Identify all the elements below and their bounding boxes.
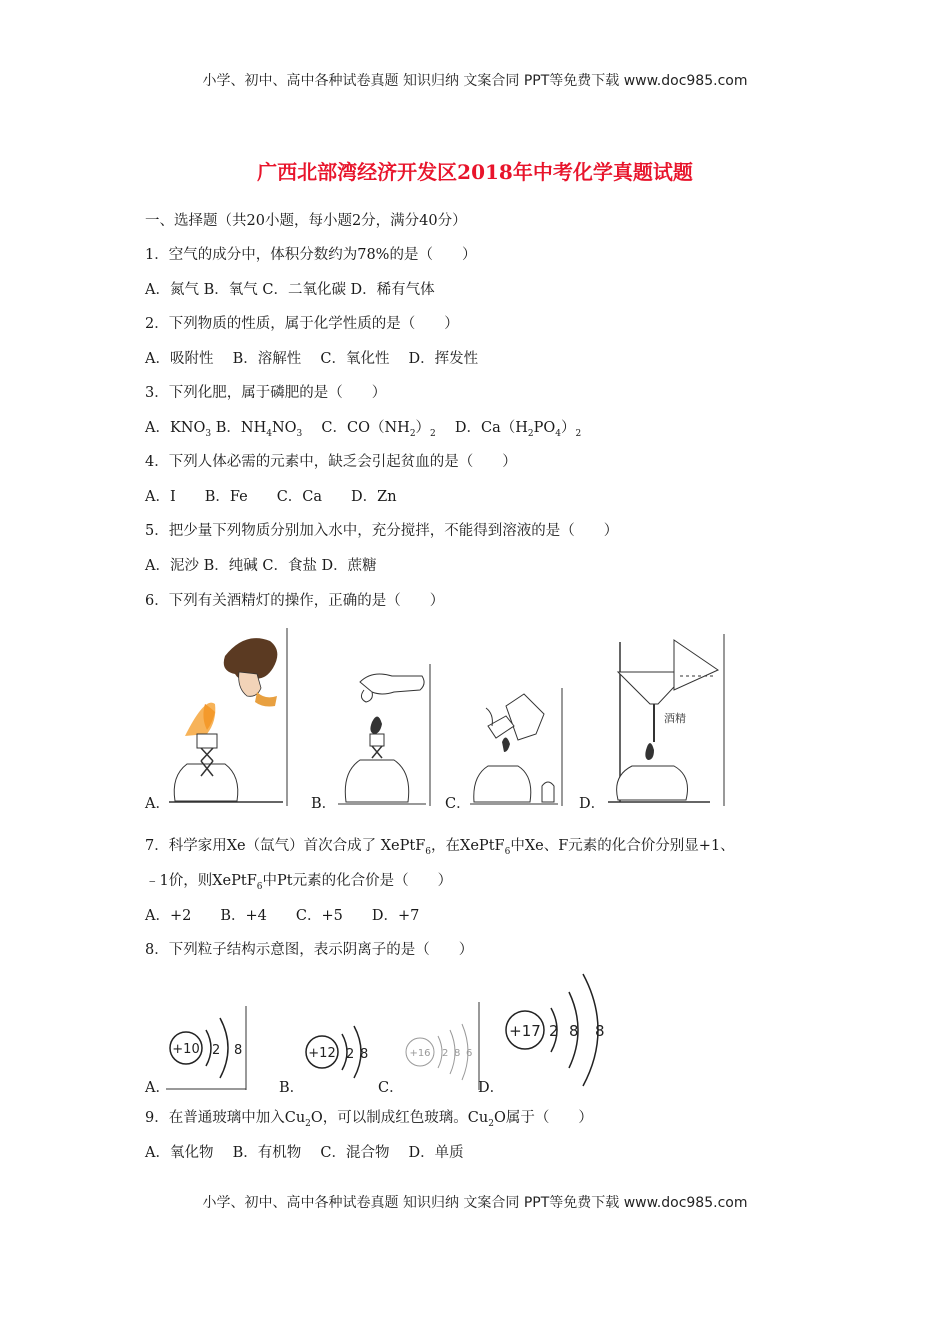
q8-a-shell-2: 8 — [234, 1043, 243, 1058]
q4-stem: 4．下列人体必需的元素中，缺乏会引起贫血的是（ ） — [145, 454, 517, 470]
q5-stem: 5．把少量下列物质分别加入水中，充分搅拌，不能得到溶液的是（ ） — [145, 523, 619, 539]
q8-c-nucleus: +16 — [409, 1048, 431, 1059]
q3-stem: 3．下列化肥，属于磷肥的是（ ） — [145, 385, 387, 401]
q9-stem: 9．在普通玻璃中加入$Cu_2O$，可以制成红色玻璃。$Cu_2O$属于（ ） — [145, 1110, 593, 1129]
page-header: 小学、初中、高中各种试卷真题 知识归纳 文案合同 PPT等免费下载 www.doc985.com — [202, 73, 748, 89]
q6-label-b: B． — [311, 796, 337, 812]
q1-options: A．氮气 B．氧气 C．二氧化碳 D．稀有气体 — [145, 282, 435, 298]
q8-label-c: C． — [378, 1080, 404, 1096]
q8-c-shell-1: 2 — [442, 1048, 449, 1059]
q8-c-shell-2: 8 — [454, 1048, 461, 1059]
q5-options: A．泥沙 B．纯碱 C．食盐 D．蔗糖 — [145, 558, 377, 574]
q6-stem: 6．下列有关酒精灯的操作，正确的是（ ） — [145, 593, 445, 609]
q8-b-nucleus: +12 — [308, 1046, 336, 1061]
q8-diagram-d — [495, 970, 615, 1092]
q8-a-nucleus: +10 — [172, 1042, 200, 1057]
q8-b-shell-2: 8 — [360, 1047, 369, 1062]
q6-figure-b-cap-lamp — [332, 662, 432, 808]
q6-label-a: A． — [145, 796, 170, 812]
q7-stem-line2: ﹣1价，则XePtF$_6$中Pt元素的化合价是（ ） — [145, 873, 453, 892]
q8-label-d: D． — [478, 1080, 505, 1096]
q1-stem: 1．空气的成分中，体积分数约为78%的是（ ） — [145, 247, 477, 263]
q8-d-shell-2: 8 — [569, 1022, 579, 1040]
page-footer: 小学、初中、高中各种试卷真题 知识归纳 文案合同 PPT等免费下载 www.doc985.com — [202, 1195, 748, 1211]
q4-options: A．I B．Fe C．Ca D．Zn — [145, 489, 397, 505]
q8-c-shell-3: 6 — [466, 1048, 473, 1059]
q6-label-d: D． — [579, 796, 606, 812]
page-title: 广西北部湾经济开发区2018年中考化学真题试题 — [257, 160, 693, 184]
q2-stem: 2．下列物质的性质，属于化学性质的是（ ） — [145, 316, 459, 332]
q8-label-a: A． — [145, 1080, 170, 1096]
q8-label-b: B． — [279, 1080, 305, 1096]
section-heading: 一、选择题（共20小题，每小题2分，满分40分） — [145, 213, 467, 229]
q8-d-nucleus: +17 — [509, 1022, 541, 1040]
q8-diagram-b — [298, 1020, 380, 1084]
q6-label-c: C． — [445, 796, 471, 812]
q6-figure-c-pouring-alcohol — [466, 686, 566, 808]
q7-stem-line1: 7．科学家用Xe（氙气）首次合成了 XePtF$_6$，在XePtF$_6$中Xe、F元素的化合价分别显+1、 — [145, 838, 735, 857]
q8-a-shell-1: 2 — [212, 1043, 221, 1058]
q6-figure-d-label: 酒精 — [664, 712, 686, 725]
q6-figure-a-blowing-out-lamp — [165, 626, 290, 808]
q8-stem: 8．下列粒子结构示意图，表示阴离子的是（ ） — [145, 942, 474, 958]
q9-options: A．氧化物 B．有机物 C．混合物 D．单质 — [145, 1145, 464, 1161]
q8-diagram-c — [400, 1022, 482, 1084]
q8-d-shell-1: 2 — [549, 1022, 559, 1040]
q8-diagram-a — [162, 1000, 250, 1092]
q8-b-shell-1: 2 — [346, 1047, 355, 1062]
q7-options: A．+2 B．+4 C．+5 D．+7 — [145, 908, 420, 924]
q3-options: A．$KNO_3$ B．$NH_4NO_3$ C．$CO(NH_2)_2$ D．$Ca(H_2PO_4)_2$ — [145, 420, 582, 439]
q2-options: A．吸附性 B．溶解性 C．氧化性 D．挥发性 — [145, 351, 479, 367]
q8-d-shell-3: 8 — [595, 1022, 605, 1040]
q6-figure-d-heating-funnel — [600, 632, 728, 808]
